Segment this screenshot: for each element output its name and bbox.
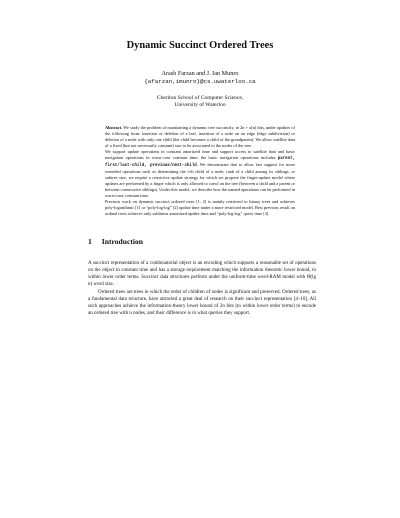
abstract-paragraph-3: Previous work on dynamic succinct ordered trees [1, 2] is mainly restricted to binary trees and achieves poly-logarithmic [1] or “poly-log-log” [2] update time under a more restricted model. Best previous result on ordinal trees achieves only sublinear amortized update time and “poly-log-log” query time [3]. xyxy=(105,199,295,216)
author-names: Arash Farzan and J. Ian Munro xyxy=(161,70,239,77)
section-title: Introduction xyxy=(101,237,144,246)
abstract-text-2b: . We demonstrate that to allow fast support for more extended operations such as determining the i-th child of a node, rank of a child among its siblings, or subtree size, we require a restrictive update strategy for which we propose the finger-update model where updates are performed by a finger which is only allowed to crawl on the tree (between a child and a parent or between consecutive siblings). Under this model, we describe how the named operations can be performed in worst-case constant time. xyxy=(105,162,295,198)
intro-paragraph-2: Ordered trees are trees in which the order of children of nodes is significant and preserved. Ordered trees, as a fundamental data structure, have attracted a great deal of research on their succinct representation [4–10]. All such approaches achieve the information-theory lower bound of 2n bits (to within lower order terms) to encode an ordered tree with n nodes, and their difference is in what queries they support. xyxy=(88,289,316,317)
abstract-paragraph-2 xyxy=(105,149,295,199)
abstract-text-1: We study the problem of maintaining a dynamic tree succinctly, in 2n + o(n) bits, under updates of the following form: insertion or deletion of a leaf, insertion of a node on an edge (edge subdivision) or deletion of a node with only one child (the child becomes a child of the grandparent). We allow satellite data of a fixed (but not necessarily constant) size to be associated to the nodes of the tree. xyxy=(105,125,295,148)
intro-paragraph-1: A succinct representation of a combinatorial object is an encoding which supports a reasonable set of operations on the object in constant time and has a storage requirement matching the information theoretic lower bound, to within lower order terms. Succinct data structures perform under the uniform-time word-RAM model with Θ(lg n) word size. xyxy=(88,261,316,288)
abstract-label: Abstract. xyxy=(105,125,123,130)
affiliation xyxy=(0,95,400,110)
affiliation-line-1: Cheriton School of Computer Science, xyxy=(156,95,244,101)
abstract-code: parent, first/last-child, previous/next-child xyxy=(105,157,295,168)
paper-title: Dynamic Succinct Ordered Trees xyxy=(126,40,274,51)
intro-body xyxy=(88,260,316,317)
abstract-text-2a: We support update operations in constant amortized time and support access to satellite data and basic navigation operations in worst-case constant time; the basic navigation operations includes xyxy=(105,149,295,160)
section-heading xyxy=(88,237,143,246)
abstract-paragraph-1 xyxy=(105,125,295,149)
author-email: {afarzan,imunro}@cs.uwaterloo.ca xyxy=(144,78,256,85)
author-block xyxy=(0,70,400,86)
abstract xyxy=(105,125,295,217)
affiliation-line-2: University of Waterloo xyxy=(174,102,226,109)
section-number: 1 xyxy=(88,237,92,246)
